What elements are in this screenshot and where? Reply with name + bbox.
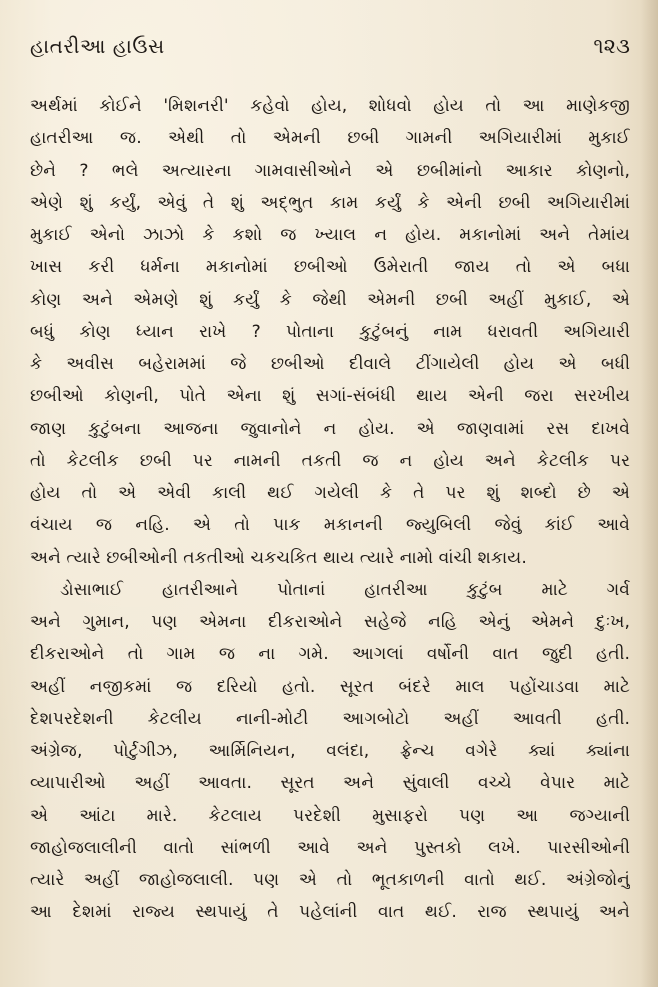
text-line: જાહોજલાલીની વાતો સાંભળી આવે અને પુસ્તકો લખે. પારસીઓની	[30, 837, 630, 858]
text-line: દેશપરદેશની કેટલીય નાની-મોટી આગબોટો અહીં આવતી હતી.	[30, 708, 630, 729]
running-head: હાતરીઆ હાઉસ	[30, 34, 165, 58]
page-header	[30, 34, 630, 68]
text-line: છબીઓ કોણની, પોતે એના શું સગાં-સંબંધી થાય એની જરા સરખીય	[30, 386, 630, 407]
text-line: ડોસાભાઈ હાતરીઆને પોતાનાં હાતરીઆ કુટુંબ માટે ગર્વ	[60, 579, 630, 600]
paragraph-2	[30, 574, 630, 929]
text-line: કે અવીસ બહેરામમાં જે છબીઓ દીવાલે ટીંગાયેલી હોય એ બધી	[30, 354, 630, 374]
text-line: દીકરાઓને તો ગામ જ ના ગમે. આગલાં વર્ષોની વાત જુદી હતી.	[30, 644, 630, 665]
text-line: ત્યારે અહીં જાહોજલાલી. પણ એ તો ભૂતકાળની વાતો થઈ. અંગ્રેજોનું	[30, 870, 630, 890]
text-line: એ આંટા મારે. કેટલાય પરદેશી મુસાફરો પણ આ જગ્યાની	[30, 805, 630, 826]
text-line: અહીં નજીકમાં જ દરિયો હતો. સૂરત બંદરે માલ પહોંચાડવા માટે	[30, 676, 630, 697]
text-line: છેને ? ભલે અત્યારના ગામવાસીઓને એ છબીમાંનો આકાર કોણનો,	[30, 160, 630, 181]
text-line: એણે શું કર્યું, એવું તે શું અદ્‌ભુત કામ કર્યું કે એની છબી અગિયારીમાં	[30, 192, 630, 213]
text-line: વ્યાપારીઓ અહીં આવતા. સૂરત અને સુંવાલી વચ્ચે વેપાર માટે	[30, 773, 630, 794]
text-line: જાણ કુટુંબના આજના જુવાનોને ન હોય. એ જાણવામાં રસ દાખવે	[30, 418, 630, 439]
paragraph-1	[30, 90, 630, 574]
text-line: કોણ અને એમણે શું કર્યું કે જેથી એમની છબી અહીં મુકાઈ, એ	[30, 289, 630, 310]
text-line: અર્થમાં કોઈને 'મિશનરી' કહેવો હોય, શોધવો હોય તો આ માણેકજી	[30, 96, 630, 116]
page-gutter-shadow	[640, 0, 658, 987]
text-line: તો કેટલીક છબી પર નામની તકતી જ ન હોય અને કેટલીક પર	[30, 450, 630, 471]
page-number: ૧૨૩	[593, 34, 630, 58]
text-line: ખાસ કરી ધર્મના મકાનોમાં છબીઓ ઉમેરાતી જાય તો એ બધા	[30, 257, 630, 278]
body-text	[30, 90, 630, 929]
text-line: હાતરીઆ જ. એથી તો એમની છબી ગામની અગિયારીમાં મુકાઈ	[30, 128, 630, 149]
text-line: અને ત્યારે છબીઓની તકતીઓ ચકચકિત થાય ત્યારે નામો વાંચી શકાય.	[30, 547, 527, 568]
text-line: બધું કોણ ધ્યાન રાખે ? પોતાના કુટુંબનું નામ ધરાવતી અગિયારી	[30, 321, 630, 342]
text-line: આ દેશમાં રાજ્ય સ્થપાયું તે પહેલાંની વાત થઈ. રાજ સ્થપાયું અને	[30, 902, 630, 923]
text-line: મુકાઈ એનો ઝાઝો કે કશો જ ખ્યાલ ન હોય. મકાનોમાં અને તેમાંય	[30, 225, 630, 245]
text-line: અંગ્રેજ, પોર્ટુગીઝ, આર્મિનિયન, વલંદા, ફ્રેન્ચ વગેરે ક્યાં ક્યાંના	[30, 741, 630, 761]
text-line: વંચાય જ નહિ. એ તો પાક મકાનની જ્યુબિલી જેવું કાંઈ આવે	[30, 515, 630, 536]
text-line: હોય તો એ એવી કાલી થઈ ગયેલી કે તે પર શું શબ્દો છે એ	[30, 483, 630, 503]
text-line: અને ગુમાન, પણ એમના દીકરાઓને સહેજે નહિ એનું એમને દુઃખ,	[30, 612, 630, 632]
